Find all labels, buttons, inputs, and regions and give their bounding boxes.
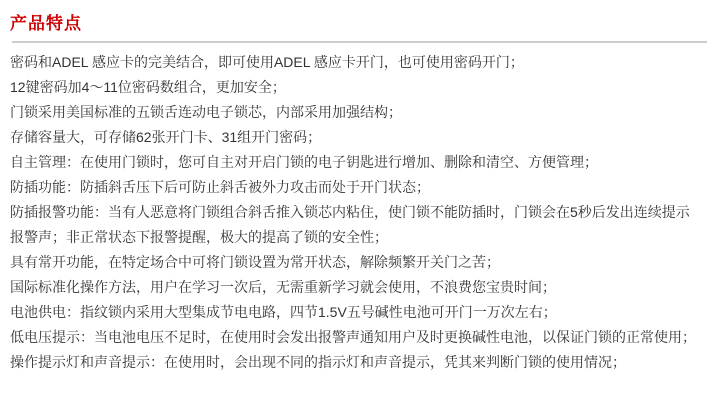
feature-line: 电池供电：指纹锁内采用大型集成节电电路，四节1.5V五号碱性电池可开门一万次左右； [10, 304, 557, 320]
feature-line: 门锁采用美国标准的五锁舌连动电子锁芯，内部采用加强结构； [10, 104, 402, 120]
feature-line: 具有常开功能，在特定场合中可将门锁设置为常开状态，解除频繁开关门之苦； [10, 254, 500, 270]
feature-line: 国际标准化操作方法，用户在学习一次后，无需重新学习就会使用，不浪费您宝贵时间； [10, 279, 556, 295]
feature-line: 低电压提示：当电池电压不足时，在使用时会发出报警声通知用户及时更换碱性电池，以保证门锁的正常使用； [10, 329, 696, 345]
feature-line: 报警声；非正常状态下报警提醒，极大的提高了锁的安全性； [10, 229, 388, 245]
feature-list [10, 50, 709, 375]
feature-line: 防插报警功能：当有人恶意将门锁组合斜舌推入锁芯内粘住，使门锁不能防插时，门锁会在5秒后发出连续提示 [10, 204, 690, 220]
feature-line: 操作提示灯和声音提示：在使用时，会出现不同的指示灯和声音提示，凭其来判断门锁的使用情况； [10, 354, 626, 370]
section-title: 产品特点 [10, 14, 82, 33]
feature-line: 自主管理：在使用门锁时，您可自主对开启门锁的电子钥匙进行增加、删除和清空、方便管理； [10, 154, 598, 170]
feature-line: 存储容量大，可存储62张开门卡、31组开门密码； [10, 129, 322, 145]
feature-line: 12键密码加4～11位密码数组合，更加安全； [10, 79, 286, 95]
feature-line: 密码和ADEL 感应卡的完美结合，即可使用ADEL 感应卡开门，也可使用密码开门； [10, 54, 524, 70]
feature-line: 防插功能：防插斜舌压下后可防止斜舌被外力攻击而处于开门状态； [10, 179, 430, 195]
section-divider [12, 41, 707, 43]
